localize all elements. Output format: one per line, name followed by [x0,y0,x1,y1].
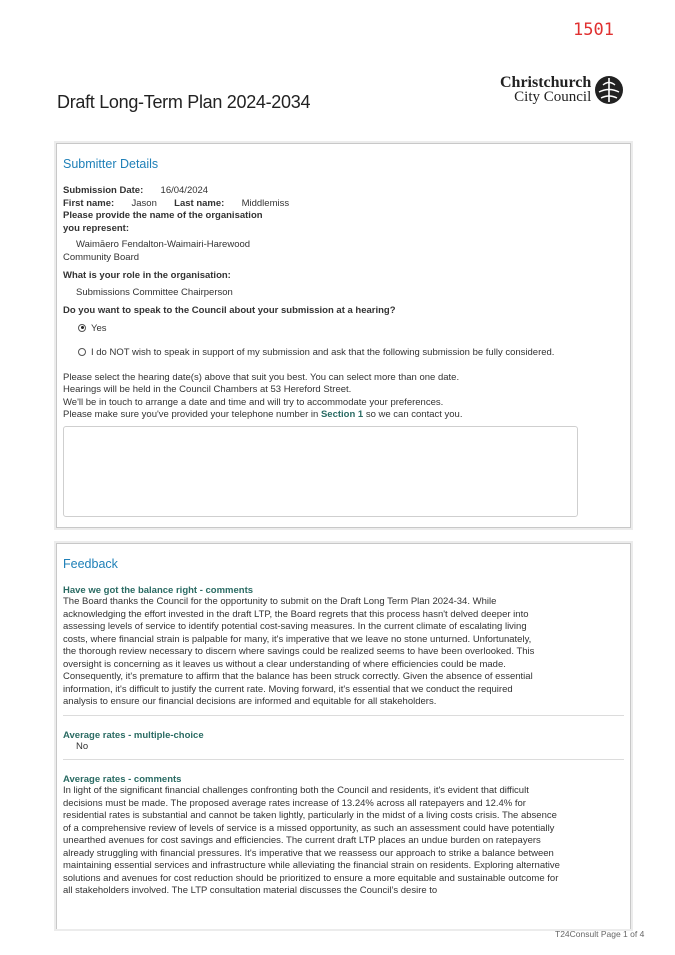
question-rates-comments-title: Average rates - comments [63,774,182,785]
divider [63,759,624,760]
info-line4-pre: Please make sure you've provided your telephone number in [63,409,321,420]
question-rates-choice-answer: No [76,740,89,752]
last-name-value: Middlemiss [241,197,290,209]
option-no-row[interactable] [63,347,624,360]
submission-date-value: 16/04/2024 [160,185,209,196]
info-line1: Please select the hearing date(s) above that suit you best. You can select more than one date. [63,371,460,383]
christchurch-cathedral-logo-icon [594,75,624,105]
org-question [63,210,624,235]
council-logo [500,75,624,105]
first-name-label: First name: [63,197,115,209]
org-answer [63,239,624,264]
radio-yes[interactable] [78,324,86,332]
option-yes-label: Yes [91,322,107,334]
page-number: 1501 [573,20,614,40]
org-answer-line1: Waimāero Fendalton-Waimairi-Harewood [76,239,251,250]
option-no-label: I do NOT wish to speak in support of my submission and ask that the following submission be fully considered. [91,347,555,358]
radio-no[interactable] [78,348,86,356]
info-line3: We'll be in touch to arrange a date and time and will try to accommodate your preferences. [63,396,444,408]
page-footer: T24Consult Page 1 of 4 [555,929,645,939]
name-row [63,198,624,211]
submission-date-label: Submission Date: [63,185,144,196]
submission-date-row [63,185,624,198]
org-question-line2: you represent: [63,222,129,234]
info-line4-post: so we can contact you. [363,409,463,420]
section-1-link[interactable]: Section 1 [320,409,364,420]
feedback-panel [56,543,631,929]
logo-line1: Christchurch [500,74,592,91]
org-question-line1: Please provide the name of the organisation [63,210,263,221]
role-answer: Submissions Committee Chairperson [76,286,233,298]
logo-line2: City Council [514,89,592,105]
document-title: Draft Long-Term Plan 2024-2034 [57,92,311,112]
last-name-label: Last name: [174,197,225,209]
question-rates-choice-title: Average rates - multiple-choice [63,729,204,741]
first-name-value: Jason [131,197,157,209]
info-line2: Hearings will be held in the Council Chambers at 53 Hereford Street. [63,384,352,395]
section-title-submitter: Submitter Details [63,157,159,171]
divider [63,715,624,716]
section-title-feedback: Feedback [63,557,118,571]
hearing-info [63,372,624,422]
question-balance-title: Have we got the balance right - comments [63,585,254,596]
speak-question: Do you want to speak to the Council about your submission at a hearing? [63,305,396,316]
submitter-details-panel [56,143,631,528]
role-question: What is your role in the organisation: [63,270,231,281]
info-line4 [63,409,624,422]
question-rates-comments-answer: In light of the significant financial challenges confronting both the Council and residents, it's evident that difficult decisions must be made. The proposed average rates increase of 13.24% across all ratepayers and 12.4% for residential rates is substantial and cannot be taken lightly, particularly in the midst of a living costs crisis. The absence of a comprehensive review of levels of service is a missed opportunity, as such an assessment could have potentially unearthed avenues for cost savings and efficiencies. The current draft LTP places an undue burden on ratepayers already struggling with financial pressures. It's imperative that we reassess our approach to strike a balance between maintaining essential services and infrastructure while alleviating the financial strain on residents. Exploring alternative solutions and avenues for cost reduction should be prioritized to ensure a more equitable and sustainable outcome for all stakeholders involved. The LTP consultation material discusses the Council’s desire to [63,785,560,896]
org-answer-line2: Community Board [63,251,140,263]
question-balance-answer: The Board thanks the Council for the opportunity to submit on the Draft Long Term Plan 2024-34. While acknowledging the effort invested in the draft LTP, the Board regrets that this process hasn't delved deeper into assessing levels of service to identify potential cost-saving measures. In the current climate of escalating living costs, where financial strain is palpable for many, it's imperative that we leave no stone unturned. Unfortunately, the thorough review necessary to discern where savings could be realized seems to have been overlooked. This oversight is concerning as it leaves us without a clear understanding of where efficiencies could be made. Consequently, it's premature to affirm that the balance has been struck correctly. Given the absence of essential information, it's difficult to justify the current rate. Moving forward, it's essential that we conduct the required analysis to ensure our financial decisions are informed and equitable for all stakeholders. [63,596,535,707]
option-yes-row[interactable] [63,323,624,336]
hearing-notes-textbox[interactable] [63,426,578,517]
